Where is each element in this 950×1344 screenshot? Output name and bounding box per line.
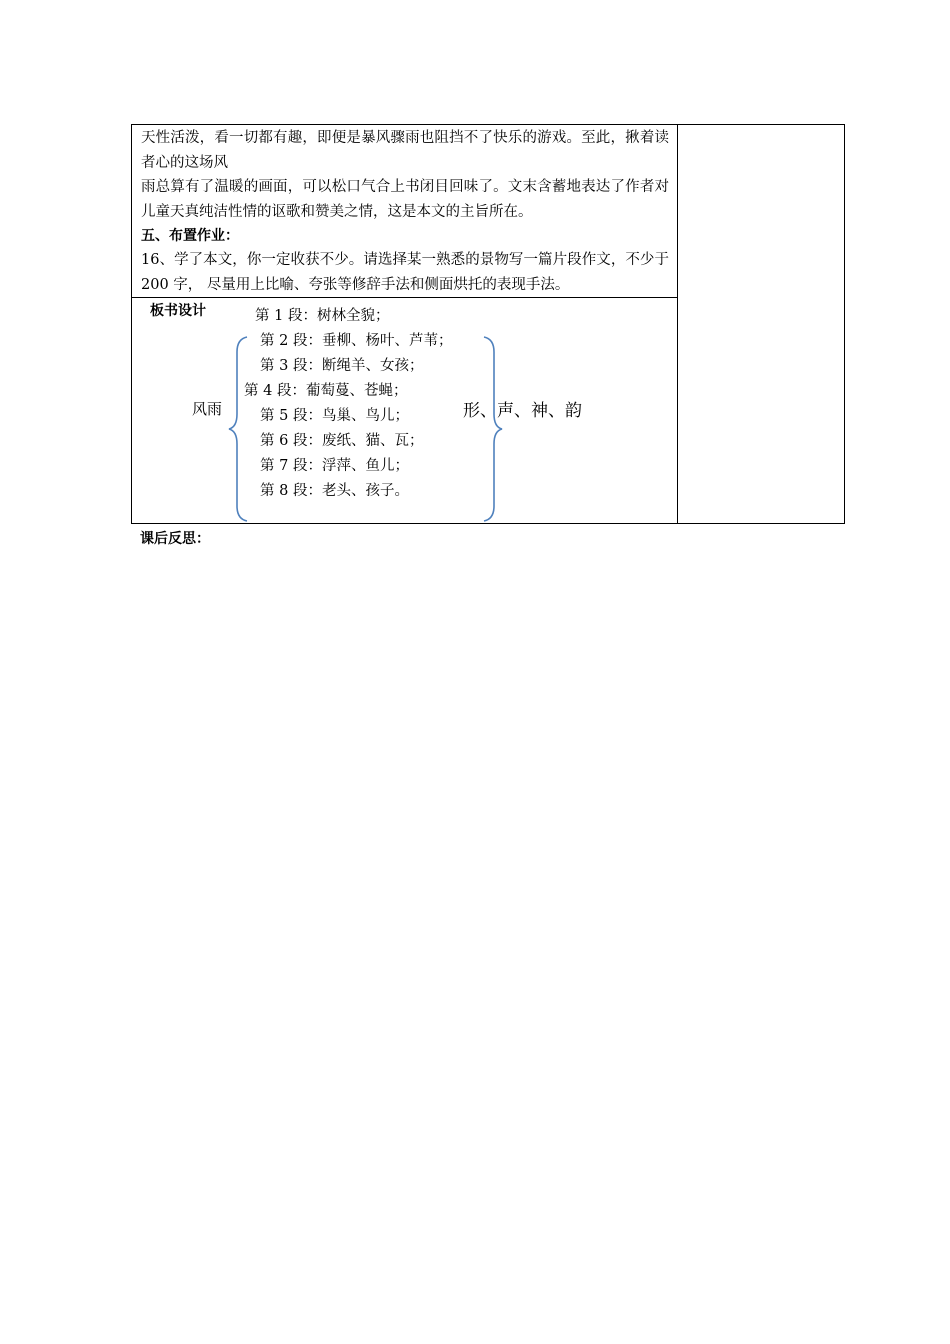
table-row	[132, 125, 845, 298]
board-item: 第 7 段：浮萍、鱼儿；	[260, 458, 409, 474]
text-paragraph: 天性活泼，看一切都有趣，即便是暴风骤雨也阻挡不了快乐的游戏。至此，揪着读者心的这场风	[141, 130, 669, 171]
board-root-label: 风雨	[192, 400, 223, 418]
board-item: 第 1 段：树林全貌；	[255, 308, 390, 324]
board-design-cell	[132, 298, 678, 524]
board-item: 第 4 段：葡萄蔓、苍蝇；	[244, 383, 408, 399]
notes-cell	[678, 125, 845, 524]
board-item: 第 3 段：断绳羊、女孩；	[260, 358, 424, 374]
content-cell	[132, 125, 678, 298]
after-class-reflection-label: 课后反思：	[140, 531, 210, 547]
board-summary: 形、声、神、韵	[463, 401, 582, 421]
board-design	[132, 298, 677, 523]
right-brace-icon	[482, 334, 504, 524]
board-item: 第 6 段：废纸、猫、瓦；	[260, 433, 424, 449]
board-design-title: 板书设计	[150, 303, 206, 319]
lesson-plan-table	[131, 124, 845, 524]
left-brace-icon	[227, 334, 249, 524]
homework-text: 16、学了本文，你一定收获不少。请选择某一熟悉的景物写一篇片段作文，不少于 200 字， 尽量用上比喻、夸张等修辞手法和侧面烘托的表现手法。	[141, 252, 669, 293]
board-item: 第 8 段：老头、孩子。	[260, 483, 409, 499]
board-item: 第 5 段：鸟巢、鸟儿；	[260, 408, 409, 424]
text-paragraph: 雨总算有了温暖的画面，可以松口气合上书闭目回味了。文末含蓄地表达了作者对儿童天真纯洁性情的讴歌和赞美之情，这是本文的主旨所在。	[141, 179, 669, 220]
homework-heading: 五、布置作业：	[141, 228, 239, 244]
board-item: 第 2 段：垂柳、杨叶、芦苇；	[260, 333, 453, 349]
